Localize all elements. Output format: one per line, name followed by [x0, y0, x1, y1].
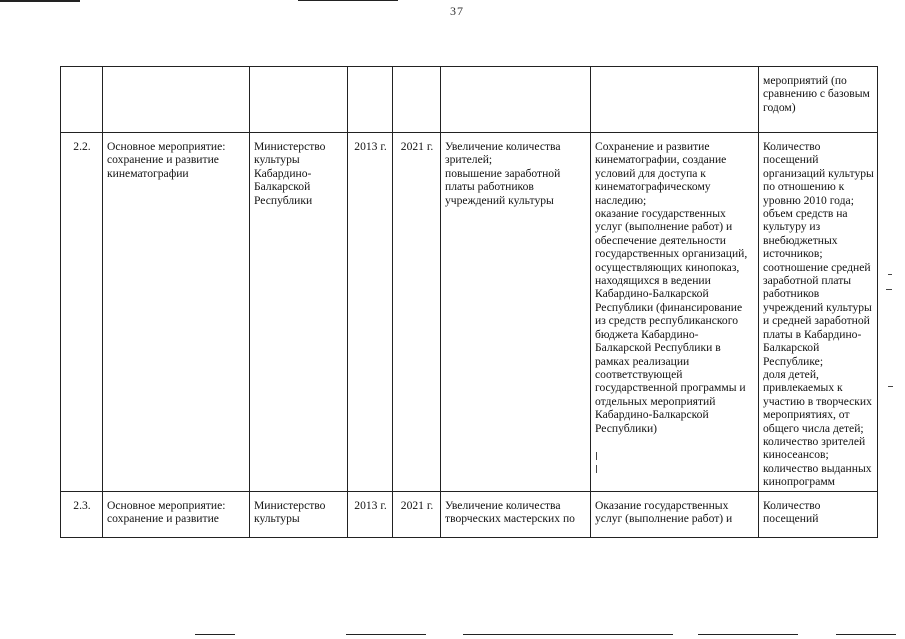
cell-result [441, 491, 591, 537]
cell-indicator [759, 67, 878, 133]
cell-name [103, 67, 250, 133]
cell-executor [250, 67, 348, 133]
cell-name [103, 491, 250, 537]
cell-indicator [759, 133, 878, 492]
scan-line-top-mid [298, 0, 398, 1]
scan-line-bottom-3 [463, 634, 673, 635]
indicator-text: Количество посещений [763, 498, 821, 525]
executor-text: Министерство культуры Кабардино- Балкарской Республики [254, 140, 326, 207]
start-year: 2013 г. [354, 140, 387, 153]
cell-executor [250, 491, 348, 537]
program-measures-table [60, 66, 878, 538]
scan-mark-right-3 [888, 386, 893, 387]
row-number: 2.3. [73, 498, 91, 512]
expected-result: Увеличение количества зрителей; повышение заработной платы работников учреждений культуры [445, 140, 561, 207]
scan-line-bottom-4 [698, 634, 798, 635]
scan-mark-right-1 [888, 274, 892, 275]
cell-start [348, 491, 393, 537]
cell-content [591, 67, 759, 133]
measure-name: Основное мероприятие: сохранение и развитие кинематографии [107, 140, 226, 180]
measure-name: Основное мероприятие: сохранение и развитие [107, 498, 226, 525]
cell-end [393, 491, 441, 537]
cell-indicator [759, 491, 878, 537]
row-number: 2.2. [73, 140, 91, 153]
cell-result [441, 133, 591, 492]
cell-start [348, 133, 393, 492]
table-row-continuation [61, 67, 878, 133]
cell-end [393, 133, 441, 492]
scan-line-bottom-1 [195, 634, 235, 635]
cell-num [61, 67, 103, 133]
table-row [61, 491, 878, 537]
cell-num [61, 491, 103, 537]
expected-result: Увеличение количества творческих мастерских по [445, 498, 575, 525]
cell-num [61, 133, 103, 492]
scan-line-bottom-2 [346, 634, 426, 635]
indicator-text: Количество посещений организаций культуры по отношению к уровню 2010 года; объем средств на культуру из внебюджетных источников; соотношение средней заработной платы работников учреждений культуры и средней заработной платы в Кабардино- Балкарской Республике; доля детей, привлекаемых к участию в творческих мероприятиях, от общего числа детей; количество зрителей киносеансов; количество выданных кинопрограмм [763, 140, 874, 489]
cell-end [393, 67, 441, 133]
executor-text: Министерство культуры [254, 498, 326, 525]
cell-start [348, 67, 393, 133]
cell-content [591, 133, 759, 492]
scan-line-bottom-5 [836, 634, 896, 635]
scan-line-top-left [0, 0, 80, 2]
main-directions: Сохранение и развитие кинематографии, создание условий для доступа к кинематографическому наследию; оказание государственных услуг (выполнение работ) и обеспечение деятельности государственных организаций, осуществляющих кинопоказ, находящихся в ведении Кабардино-Балкарской Республики (финансирование из средств республиканского бюджета Кабардино- Балкарской Республики в рамках реализации соответствующей государственной программы и отдельных мероприятий Кабардино-Балкарской Республики) [595, 140, 748, 435]
scan-mark-right-2 [886, 289, 892, 290]
page-number: 37 [450, 4, 464, 18]
cell-executor [250, 133, 348, 492]
cell-name [103, 133, 250, 492]
main-directions: Оказание государственных услуг (выполнение работ) и [595, 498, 733, 525]
indicator-text: мероприятий (по сравнению с базовым годом) [763, 74, 870, 114]
end-year: 2021 г. [400, 498, 434, 512]
cell-content [591, 491, 759, 537]
start-year: 2013 г. [354, 498, 387, 512]
end-year: 2021 г. [400, 140, 434, 153]
cell-result [441, 67, 591, 133]
table-row [61, 133, 878, 492]
